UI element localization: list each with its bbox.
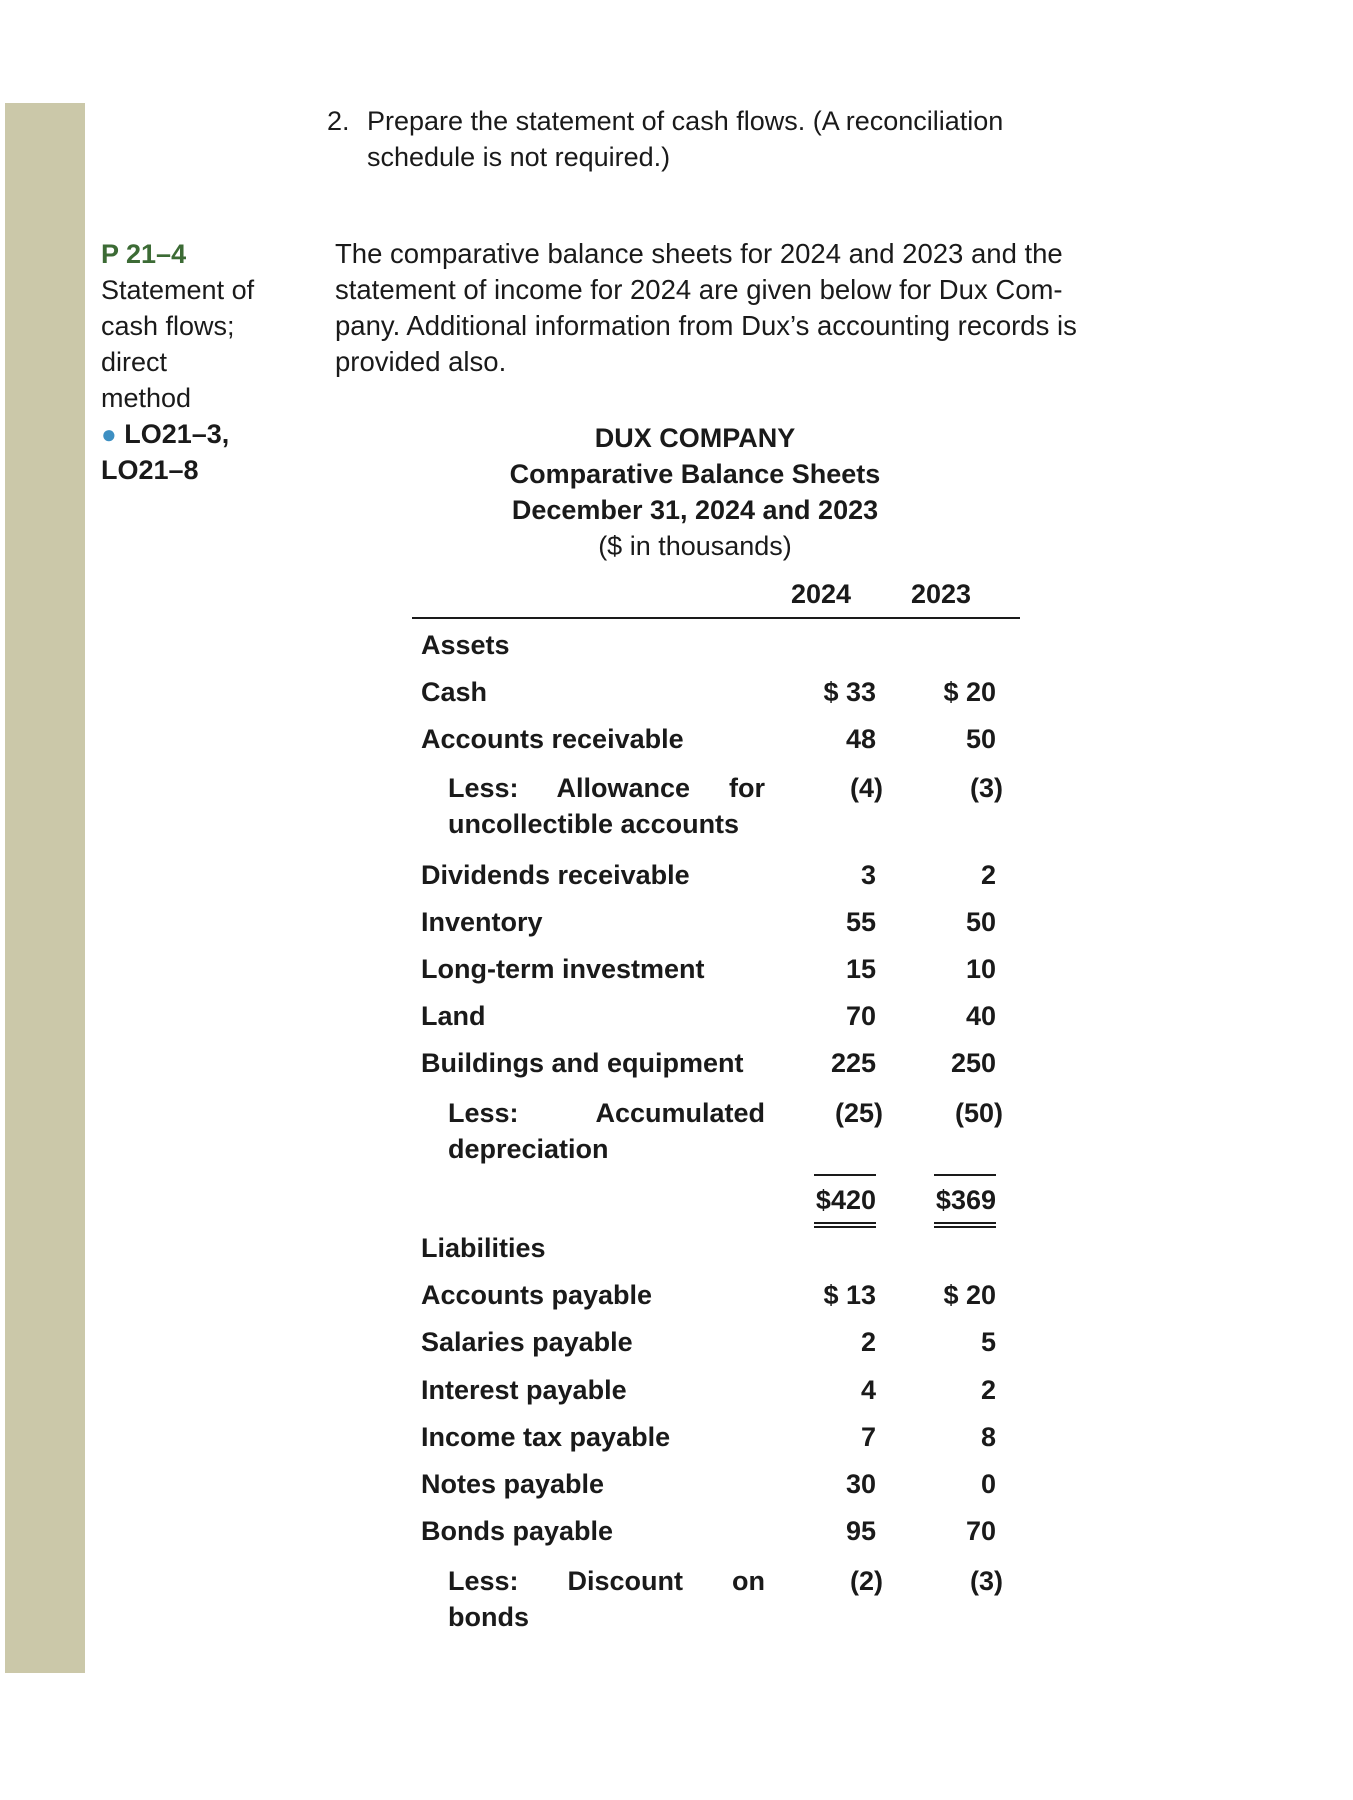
value-2023: (3) xyxy=(970,773,1003,803)
margin-color-bar xyxy=(5,103,85,1673)
value-2024: 30 xyxy=(845,1469,876,1499)
row-label-buildings-equipment: Buildings and equipment xyxy=(421,1048,744,1078)
problem-description xyxy=(101,272,281,416)
value-2024: (2) xyxy=(850,1566,883,1596)
total-assets-2023: $369 xyxy=(935,1185,996,1215)
value-2024: 15 xyxy=(845,954,876,984)
instruction-text: Prepare the statement of cash flows. (A reconciliation schedule is not required.) xyxy=(367,106,1004,172)
value-2024: 7 xyxy=(860,1422,876,1452)
value-2023: 2 xyxy=(980,1375,996,1405)
value-2024: 4 xyxy=(860,1375,876,1405)
row-label-discount-on-bonds: Less: Discount on bonds xyxy=(448,1566,765,1632)
value-2023: 50 xyxy=(965,907,996,937)
value-2023: 5 xyxy=(980,1327,996,1357)
column-header-2024: 2024 xyxy=(791,579,852,609)
row-label-long-term-investment: Long-term investment xyxy=(421,954,705,984)
value-2024: 2 xyxy=(860,1327,876,1357)
section-assets: Assets xyxy=(421,630,510,660)
value-2023: 250 xyxy=(950,1048,996,1078)
learning-objectives xyxy=(101,416,281,452)
row-label-interest-payable: Interest payable xyxy=(421,1375,627,1405)
problem-id: P 21–4 xyxy=(101,239,187,269)
intro-paragraph: The comparative balance sheets for 2024 and 2023 and the statement of income for 2024 are given below for Dux Com-pany. Additional information from Dux’s accounting records is provided also. xyxy=(335,238,1077,377)
value-2023: 0 xyxy=(980,1469,996,1499)
row-label-income-tax-payable: Income tax payable xyxy=(421,1422,671,1452)
row-label-accumulated-depreciation: Less: Accumulated depreciation xyxy=(448,1098,765,1164)
row-label-salaries-payable: Salaries payable xyxy=(421,1327,633,1357)
value-2024: 95 xyxy=(845,1516,876,1546)
statement-units: ($ in thousands) xyxy=(598,531,792,561)
problem-description-line: Statement of xyxy=(101,275,255,305)
subtotal-rule xyxy=(934,1174,996,1176)
section-liabilities: Liabilities xyxy=(421,1233,546,1263)
value-2023: 70 xyxy=(965,1516,996,1546)
row-label-bonds-payable: Bonds payable xyxy=(421,1516,614,1546)
value-2023: $ 20 xyxy=(943,1280,996,1310)
row-label-land: Land xyxy=(421,1001,486,1031)
value-2023: 8 xyxy=(980,1422,996,1452)
value-2023: 10 xyxy=(965,954,996,984)
value-2023: 40 xyxy=(965,1001,996,1031)
value-2023: $ 20 xyxy=(943,677,996,707)
column-header-2023: 2023 xyxy=(911,579,972,609)
margin-note xyxy=(101,236,281,488)
total-double-rule xyxy=(934,1222,996,1228)
value-2024: (4) xyxy=(850,773,883,803)
value-2024: 55 xyxy=(845,907,876,937)
value-2024: $ 13 xyxy=(823,1280,876,1310)
bullet-icon: ● xyxy=(101,419,117,449)
value-2024: 3 xyxy=(860,860,876,890)
value-2024: 70 xyxy=(845,1001,876,1031)
row-label-accounts-payable: Accounts payable xyxy=(421,1280,653,1310)
problem-description-line: direct xyxy=(101,347,168,377)
subtotal-rule xyxy=(814,1174,876,1176)
row-label-dividends-receivable: Dividends receivable xyxy=(421,860,690,890)
value-2023: (3) xyxy=(970,1566,1003,1596)
problem-description-line: method xyxy=(101,383,192,413)
header-rule xyxy=(412,617,1020,619)
row-label-inventory: Inventory xyxy=(421,907,543,937)
value-2024: 48 xyxy=(845,724,876,754)
value-2024: $ 33 xyxy=(823,677,876,707)
value-2023: 50 xyxy=(965,724,996,754)
value-2023: (50) xyxy=(954,1098,1003,1128)
row-label-cash: Cash xyxy=(421,677,488,707)
company-name: DUX COMPANY xyxy=(594,423,796,453)
value-2023: 2 xyxy=(980,860,996,890)
total-double-rule xyxy=(814,1222,876,1228)
instruction-number: 2. xyxy=(327,106,350,136)
learning-objective: LO21–8 xyxy=(101,455,199,485)
statement-heading xyxy=(470,420,920,564)
row-label-allowance: Less: Allowance for uncollectible accounts xyxy=(448,773,765,839)
row-label-notes-payable: Notes payable xyxy=(421,1469,605,1499)
problem-description-line: cash flows; xyxy=(101,311,235,341)
value-2024: (25) xyxy=(834,1098,883,1128)
total-assets-2024: $420 xyxy=(815,1185,876,1215)
statement-date: December 31, 2024 and 2023 xyxy=(511,495,879,525)
value-2024: 225 xyxy=(830,1048,876,1078)
row-label-accounts-receivable: Accounts receivable xyxy=(421,724,684,754)
instruction xyxy=(327,103,1047,175)
statement-title: Comparative Balance Sheets xyxy=(509,459,881,489)
learning-objective: LO21–3, xyxy=(124,419,230,449)
